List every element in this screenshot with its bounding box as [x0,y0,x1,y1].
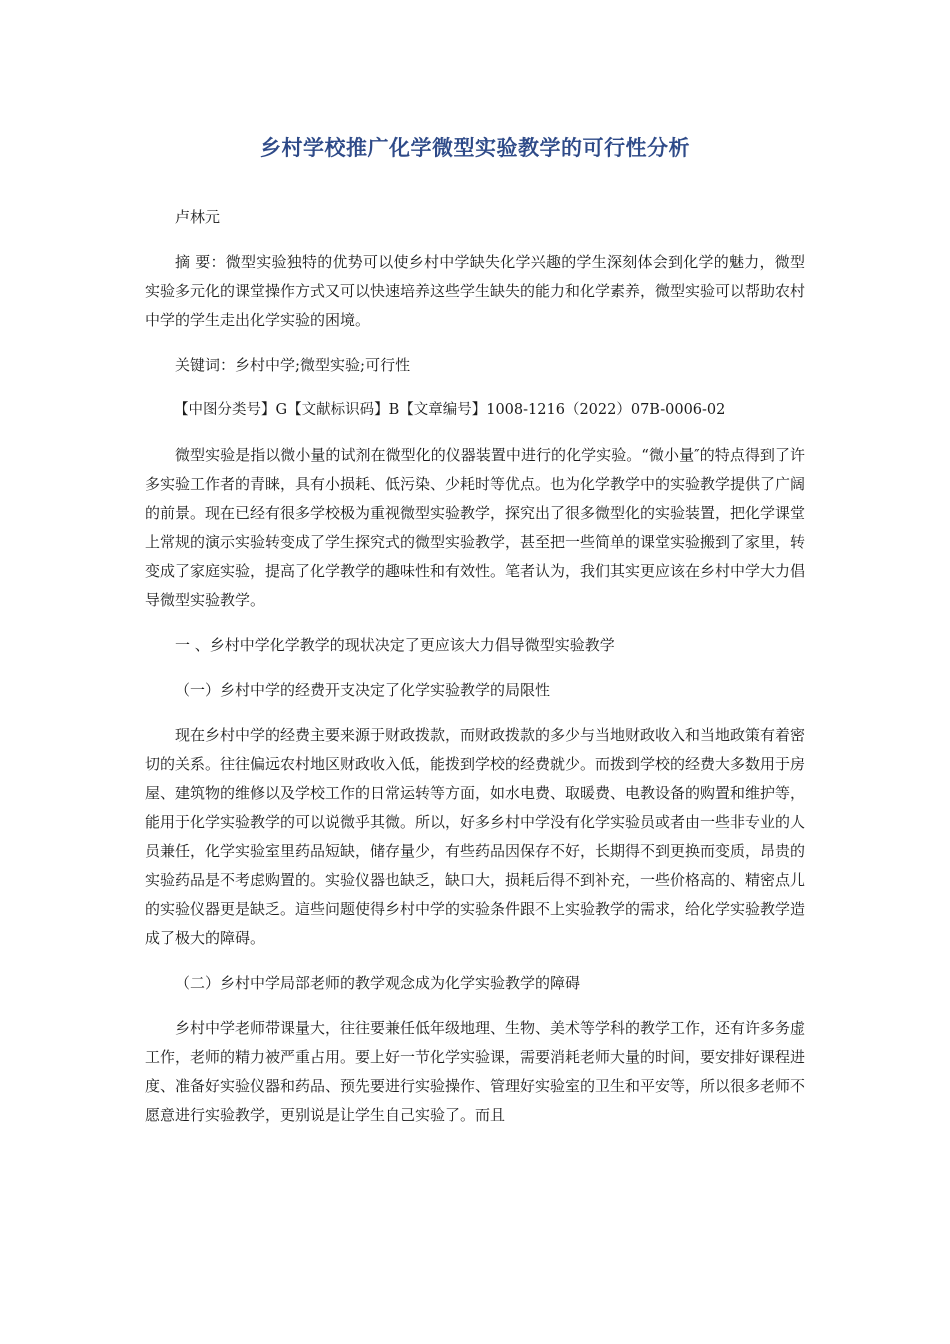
article-classification: 【中图分类号】G【文献标识码】B【文章编号】1008-1216（2022）07B-0006-02 [174,402,726,418]
subsection-1-paragraph: 现在乡村中学的经费主要来源于财政拨款，而财政拨款的多少与当地财政收入和当地政策有着密切的关系。往往偏远农村地区财政收入低，能拨到学校的经费就少。而拨到学校的经费大多数用于房屋、建筑物的维修以及学校工作的日常运转等方面，如水电费、取暖费、电教设备的购置和维护等，能用于化学实验教学的可以说微乎其微。所以，好多乡村中学没有化学实验员或者由一些非专业的人员兼任，化学实验室里药品短缺，储存量少，有些药品因保存不好，长期得不到更换而变质，昂贵的实验药品是不考虑购置的。实验仪器也缺乏，缺口大，损耗后得不到补充，一些价格高的、精密点儿的实验仪器更是缺乏。這些问题使得乡村中学的实验条件跟不上实验教学的需求，给化学实验教学造成了极大的障碍。 [145,726,806,947]
article-author: 卢林元 [175,208,221,226]
article-keywords: 关键词：乡村中学;微型实验;可行性 [175,356,411,374]
subsection-heading-2: （二）乡村中学局部老师的教学观念成为化学实验教学的障碍 [175,974,581,992]
article-abstract: 摘 要：微型实验独特的优势可以使乡村中学缺失化学兴趣的学生深刻体会到化学的魅力，微型实验多元化的课堂操作方式又可以快速培养这些学生缺失的能力和化学素养，微型实验可以帮助农村中学的学生走出化学实验的困境。 [145,253,806,329]
article-page [145,128,805,1130]
subsection-2-paragraph: 乡村中学老师带课量大，往往要兼任低年级地理、生物、美术等学科的教学工作，还有许多务虚工作，老师的精力被严重占用。要上好一节化学实验课，需要消耗老师大量的时间，要安排好课程进度、准备好实验仪器和药品、预先要进行实验操作、管理好实验室的卫生和平安等，所以很多老师不愿意进行实验教学，更别说是让学生自己实验了。而且 [145,1019,806,1124]
section-heading-1: 一 、乡村中学化学教学的现状决定了更应该大力倡导微型实验教学 [175,636,615,654]
intro-paragraph: 微型实验是指以微小量的试剂在微型化的仪器装置中进行的化学实验。“微小量″的特点得到了许多实验工作者的青睐，具有小损耗、低污染、少耗时等优点。也为化学教学中的实验教学提供了广阔的前景。现在已经有很多学校极为重视微型实验教学，探究出了很多微型化的实验装置，把化学课堂上常规的演示实验转变成了学生探究式的微型实验教学，甚至把一些简单的课堂实验搬到了家里，转变成了家庭实验，提高了化学教学的趣味性和有效性。笔者认为，我们其实更应该在乡村中学大力倡导微型实验教学。 [145,446,806,609]
article-title: 乡村学校推广化学微型实验教学的可行性分析 [260,136,690,160]
subsection-heading-1: （一）乡村中学的经费开支决定了化学实验教学的局限性 [175,681,551,699]
